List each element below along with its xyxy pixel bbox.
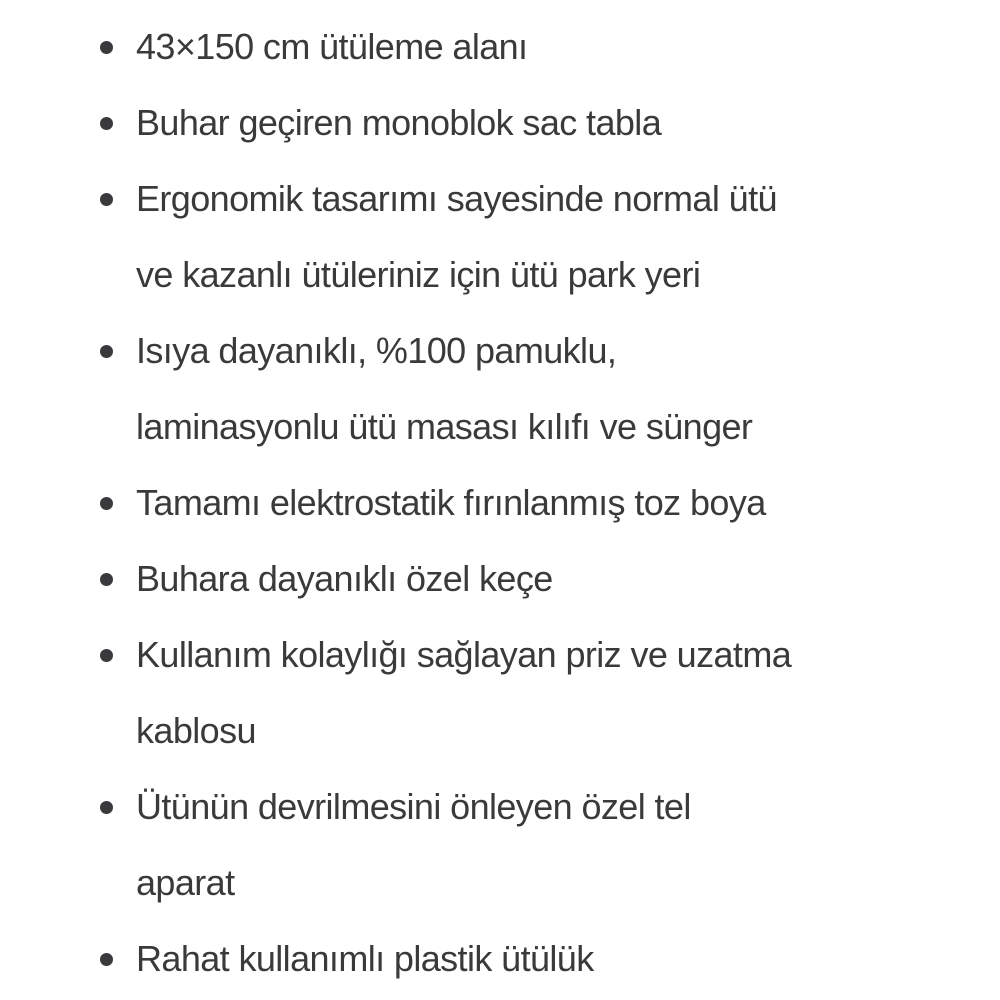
feature-line: ve kazanlı ütüleriniz için ütü park yeri: [136, 254, 701, 295]
feature-line: Ütünün devrilmesini önleyen özel tel: [136, 786, 691, 827]
feature-line: laminasyonlu ütü masası kılıfı ve sünger: [136, 406, 753, 447]
bullet-icon: [100, 953, 113, 966]
bullet-icon: [100, 41, 113, 54]
feature-line: Ergonomik tasarımı sayesinde normal ütü: [136, 178, 777, 219]
list-item: [100, 465, 980, 541]
list-item: [100, 161, 980, 313]
bullet-icon: [100, 801, 113, 814]
list-item: [100, 541, 980, 617]
feature-line: kablosu: [136, 710, 256, 751]
feature-line: Buhar geçiren monoblok sac tabla: [136, 102, 662, 143]
bullet-icon: [100, 117, 113, 130]
feature-line: Kullanım kolaylığı sağlayan priz ve uzatma: [136, 634, 792, 675]
bullet-icon: [100, 497, 113, 510]
feature-line: Rahat kullanımlı plastik ütülük: [136, 938, 594, 979]
feature-line: Tamamı elektrostatik fırınlanmış toz boya: [136, 482, 766, 523]
bullet-icon: [100, 193, 113, 206]
list-item: [100, 85, 980, 161]
feature-line: Isıya dayanıklı, %100 pamuklu,: [136, 330, 617, 371]
bullet-icon: [100, 649, 113, 662]
feature-line: Buhara dayanıklı özel keçe: [136, 558, 553, 599]
list-item: [100, 617, 980, 769]
list-item: [100, 921, 980, 997]
bullet-icon: [100, 573, 113, 586]
feature-line: 43×150 cm ütüleme alanı: [136, 26, 528, 67]
list-item: [100, 313, 980, 465]
list-item: [100, 9, 980, 85]
bullet-icon: [100, 345, 113, 358]
feature-line: aparat: [136, 862, 235, 903]
list-item: [100, 769, 980, 921]
